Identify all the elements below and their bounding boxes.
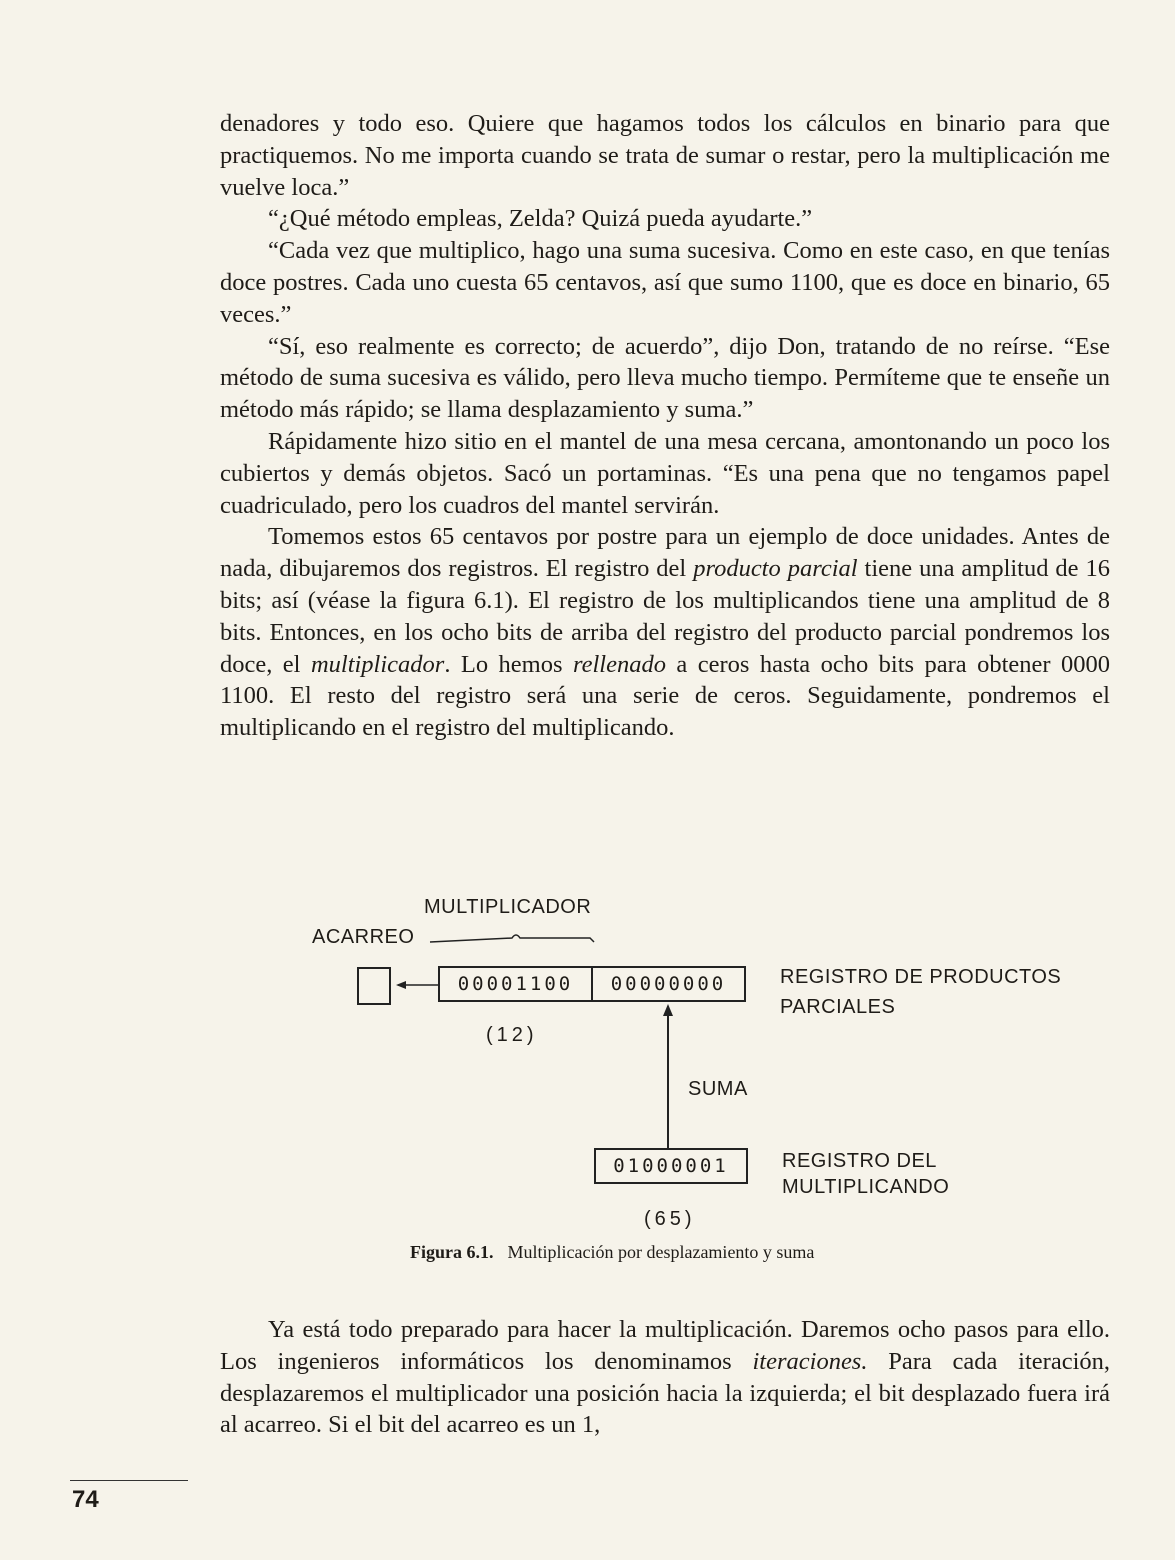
sixtyfive-label: (65)	[644, 1208, 696, 1230]
partial-product-low: 00000000	[591, 966, 746, 1002]
emphasis-multiplicador: multiplicador	[310, 650, 445, 678]
text-run: Para cada iteración, desplazaremos el multiplicador una posición hacia la izquierda; el bit desplazado fuera irá al acarreo. Si el bit del acarreo es un 1,	[220, 1347, 1110, 1439]
suma-label: SUMA	[688, 1078, 748, 1100]
figure-caption	[410, 1242, 814, 1263]
suma-arrowhead	[663, 1004, 673, 1016]
paragraph	[220, 1314, 1110, 1441]
paragraph: “Sí, eso realmente es correcto; de acuerdo”, dijo Don, tratando de no reírse. “Ese método de suma sucesiva es válido, pero lleva mucho tiempo. Permíteme que te enseñe un método más rápido; se llama desplazamiento y suma.”	[220, 332, 1110, 424]
paragraph: “Cada vez que multiplico, hago una suma sucesiva. Como en este caso, en que tenías doce postres. Cada uno cuesta 65 centavos, así que sumo 1100, que es doce en binario, 65 veces.”	[220, 237, 1110, 328]
multiplicando-label-2: MULTIPLICANDO	[782, 1176, 950, 1198]
productos-label-2: PARCIALES	[780, 996, 896, 1018]
text-run: a ceros hasta ocho bits para obtener 0000 1100. El resto del registro será una serie de ceros. Seguidamente, pondremos el multiplicando en el registro del multiplicando.	[220, 650, 1110, 742]
caption-text: Multiplicación por desplazamiento y suma	[507, 1242, 815, 1262]
multiplicand-register: 01000001	[594, 1148, 748, 1184]
carry-box	[358, 968, 390, 1004]
paragraph: “¿Qué método empleas, Zelda? Quizá pueda ayudarte.”	[268, 205, 813, 233]
productos-label-1: REGISTRO DE PRODUCTOS	[780, 966, 1062, 988]
text-run: . Lo hemos	[444, 650, 573, 678]
text-run: tiene una amplitud de 16 bits; así (véase la figura 6.1). El registro de los multiplicandos tiene una amplitud de 8 bits. Entonces, en los ocho bits de arriba del registro del producto parcial pondremos los doce, el	[220, 555, 1110, 678]
emphasis-producto-parcial: producto parcial	[693, 555, 858, 583]
figure-6-1	[300, 890, 1100, 1280]
text-run: Tomemos estos 65 centavos por postre para un ejemplo de doce unidades. Antes de nada, dibujaremos dos registros. El registro del	[220, 523, 1110, 583]
multiplicador-brace	[430, 935, 594, 942]
body-text-bottom	[220, 1314, 1110, 1441]
paragraph: denadores y todo eso. Quiere que hagamos todos los cálculos en binario para que practiquemos. No me importa cuando se trata de sumar o restar, pero la multiplicación me vuelve loca.”	[220, 110, 1110, 201]
footer-rule	[70, 1480, 188, 1481]
paragraph	[220, 521, 1110, 744]
caption-number: Figura 6.1.	[410, 1242, 494, 1262]
text-run: Ya está todo preparado para hacer la multiplicación. Daremos ocho pasos para ello. Los ingenieros informáticos los denominamos	[220, 1316, 1110, 1375]
partial-product-high: 00001100	[438, 966, 593, 1002]
multiplicando-label-1: REGISTRO DEL	[782, 1150, 937, 1172]
emphasis-rellenado: rellenado	[572, 650, 666, 678]
multiplicador-label: MULTIPLICADOR	[424, 896, 592, 918]
acarreo-label: ACARREO	[312, 926, 415, 948]
twelve-label: (12)	[486, 1024, 538, 1046]
paragraph: Rápidamente hizo sitio en el mantel de una mesa cercana, amontonando un poco los cubiertos y demás objetos. Sacó un portaminas. “Es una pena que no tengamos papel cuadriculado, pero los cuadros del mantel servirán.	[220, 427, 1110, 519]
page-number: 74	[72, 1486, 99, 1513]
emphasis-iteraciones: iteraciones.	[752, 1347, 868, 1375]
carry-arrowhead	[396, 981, 406, 989]
body-text-top	[220, 108, 1110, 744]
